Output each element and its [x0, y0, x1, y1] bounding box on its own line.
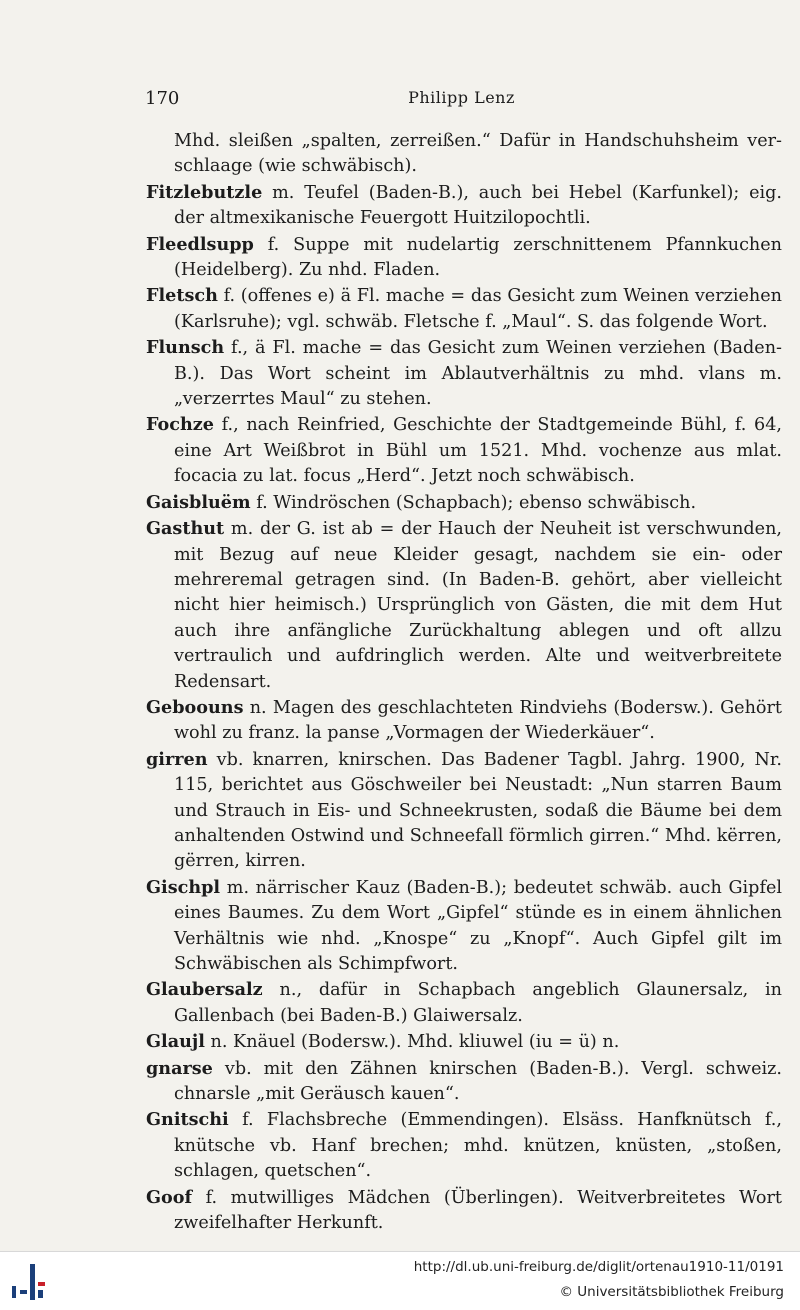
dictionary-entry [146, 1029, 782, 1055]
dictionary-entries [146, 128, 782, 1236]
entry-text: m. Teufel (Baden-B.), auch bei Hebel (Karfunkel); eig. der altmexikanische Feuergott Huitzilopochtli. [174, 182, 782, 229]
entry-text: n. Knäuel (Bodersw.). Mhd. kliuwel (iu = ü) n. [204, 1032, 620, 1053]
dictionary-entry [146, 1107, 782, 1184]
entry-lemma: Glaujl [146, 1031, 205, 1053]
entry-lemma: girren [146, 748, 208, 770]
entry-lemma: Fletsch [146, 285, 218, 307]
entry-lemma: Fochze [146, 414, 214, 436]
freiburg-library-logo-icon[interactable] [10, 1260, 50, 1304]
entry-text: vb. knarren, knirschen. Das Badener Tagbl. Jahrg. 1900, Nr. 115, berichtet aus Göschweiler bei Neustadt: „Nun starren Baum und Strauch in Eis- und Schneekrusten, sodaß die Bäume bei dem anhaltenden Ostwind und Schneefall förmlich girren.“ Mhd. kërren, gërren, kirren. [174, 749, 782, 872]
dictionary-entry [146, 516, 782, 695]
viewer-footer [0, 1251, 800, 1310]
entry-lemma: Gischpl [146, 876, 221, 898]
entry-text: f. mutwilliges Mädchen (Überlingen). Weitverbreitetes Wort zweifelhafter Herkunft. [174, 1187, 782, 1234]
dictionary-entry [146, 747, 782, 875]
entry-lemma: Gnitschi [146, 1109, 229, 1131]
entry-text: vb. mit den Zähnen knirschen (Baden-B.). Vergl. schweiz. chnarsle „mit Geräusch kauen“. [174, 1058, 782, 1105]
dictionary-entry [146, 977, 782, 1029]
entry-text: m. närrischer Kauz (Baden-B.); bedeutet schwäb. auch Gipfel eines Baumes. Zu dem Wort „Gipfel“ stünde es in einem ähnlichen Verhältnis wie nhd. „Knospe“ zu „Knopf“. Auch Gipfel gilt im Schwäbischen als Schimpfwort. [174, 877, 782, 974]
dictionary-entry [146, 490, 782, 516]
page-header [145, 88, 778, 116]
entry-text: f., nach Reinfried, Geschichte der Stadtgemeinde Bühl, f. 64, eine Art Weißbrot in Bühl um 1521. Mhd. vochenze aus mlat. focacia zu lat. focus „Herd“. Jetzt noch schwäbisch. [174, 415, 782, 487]
entry-lemma: gnarse [146, 1057, 213, 1079]
entry-text: f., ä Fl. mache = das Gesicht zum Weinen verziehen (Baden-B.). Das Wort scheint im Ablautverhältnis zu mhd. vlans m. „verzerrtes Maul“ zu stehen. [174, 338, 782, 410]
entry-text: n. Magen des geschlachteten Rindviehs (Bodersw.). Gehört wohl zu franz. la panse „Vormagen der Wiederkäuer“. [174, 697, 782, 744]
entry-text: f. Windröschen (Schapbach); ebenso schwäbisch. [250, 492, 697, 513]
entry-lemma: Gasthut [146, 518, 225, 540]
entry-text: f. Flachsbreche (Emmendingen). Elsäss. Hanfknütsch f., knütsche vb. Hanf brechen; mhd. knützen, knüsten, „stoßen, schlagen, quetschen“. [174, 1110, 782, 1182]
dictionary-entry [146, 335, 782, 412]
entry-text: n., dafür in Schapbach angeblich Glaunersalz, in Gallenbach (bei Baden-B.) Glaiwersalz. [174, 980, 782, 1026]
dictionary-entry [146, 1056, 782, 1108]
dictionary-entry [146, 128, 782, 180]
dictionary-entry [146, 875, 782, 978]
entry-lemma: Geboouns [146, 696, 244, 718]
entry-text: f. Suppe mit nudelartig zerschnittenem Pfannkuchen (Heidelberg). Zu nhd. Fladen. [174, 234, 782, 281]
page-number: 170 [145, 88, 180, 109]
entry-text: m. der G. ist ab = der Hauch der Neuheit ist verschwunden, mit Bezug auf neue Kleider gesagt, nachdem sie ein- oder mehreremal getragen sind. (In Baden-B. gehört, aber vielleicht nicht hier heimisch.) Ursprünglich von Gästen, die mit dem Hut auch ihre anfängliche Zurückhaltung ablegen und oft allzu vertraulich und aufdringlich werden. Alte und weitverbreitete Redensart. [174, 519, 782, 692]
dictionary-entry [146, 695, 782, 747]
running-head: Philipp Lenz [408, 88, 515, 107]
dictionary-entry [146, 283, 782, 335]
entry-lemma: Fitzlebutzle [146, 181, 263, 203]
entry-lemma: Flunsch [146, 337, 225, 359]
entry-lemma: Glaubersalz [146, 979, 263, 1001]
entry-lemma: Gaisbluëm [146, 491, 251, 513]
entry-lemma: Goof [146, 1186, 193, 1208]
entry-text: Mhd. sleißen „spalten, zerreißen.“ Dafür in Handschuhsheim verschlaage (wie schwäbisch). [174, 131, 782, 177]
dictionary-entry [146, 232, 782, 284]
permalink-url[interactable]: http://dl.ub.uni-freiburg.de/diglit/ortenau1910-11/0191 [413, 1259, 784, 1275]
copyright-notice: © Universitätsbibliothek Freiburg [559, 1284, 784, 1300]
entry-lemma: Fleedlsupp [146, 233, 254, 255]
dictionary-entry [146, 1185, 782, 1237]
dictionary-entry [146, 412, 782, 489]
dictionary-entry [146, 180, 782, 232]
entry-text: f. (offenes e) ä Fl. mache = das Gesicht zum Weinen verziehen (Karlsruhe); vgl. schwäb. Fletsche f. „Maul“. S. das folgende Wort. [174, 286, 782, 332]
